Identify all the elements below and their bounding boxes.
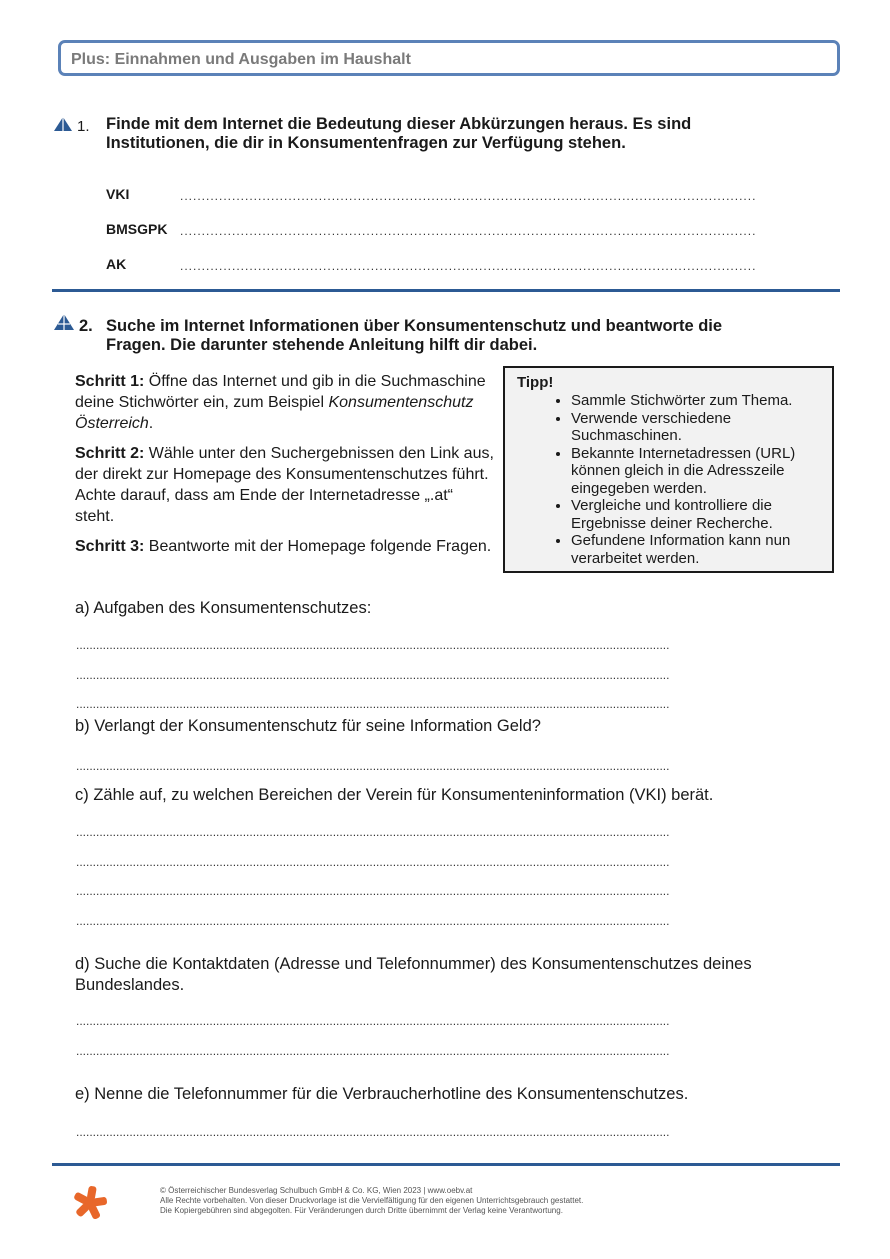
answer-line-c3: .................................................................................................................................................................................. bbox=[76, 884, 670, 898]
question-e: e) Nenne die Telefonnummer für die Verbraucherhotline des Konsumentenschutzes. bbox=[75, 1085, 689, 1103]
answer-line-c2: .................................................................................................................................................................................. bbox=[76, 855, 670, 869]
section-divider bbox=[52, 289, 840, 292]
answer-line-b1: .................................................................................................................................................................................. bbox=[76, 759, 670, 773]
answer-line-a1: .................................................................................................................................................................................. bbox=[76, 638, 670, 652]
task-1-number: 1. bbox=[77, 118, 90, 135]
tip-item: • Gefundene Information kann nun verarbeitet werden. bbox=[571, 532, 825, 567]
answer-line-bmsgpk: ..................................................................................................................................... bbox=[180, 224, 757, 238]
question-c: c) Zähle auf, zu welchen Bereichen der Verein für Konsumenteninformation (VKI) berät. bbox=[75, 786, 714, 804]
answer-line-d1: .................................................................................................................................................................................. bbox=[76, 1014, 670, 1028]
tip-item: • Bekannte Internetadressen (URL) können gleich in die Adresszeile eingegeben werden. bbox=[571, 445, 825, 498]
answer-line-c4: .................................................................................................................................................................................. bbox=[76, 914, 670, 928]
tip-title: Tipp! bbox=[517, 374, 554, 391]
difficulty-level-icon bbox=[53, 313, 75, 331]
answer-line-a3: .................................................................................................................................................................................. bbox=[76, 697, 670, 711]
step-2: Schritt 2: Wähle unter den Suchergebnissen den Link aus, der direkt zur Homepage des Konsumentenschutzes führt. Achte darauf, dass am Ende der Internetadresse „.at“ steht. bbox=[75, 445, 494, 525]
page-title: Plus: Einnahmen und Ausgaben im Haushalt bbox=[71, 51, 411, 68]
question-d: d) Suche die Kontaktdaten (Adresse und Telefonnummer) des Konsumentenschutzes deines Bundeslandes. bbox=[75, 955, 752, 994]
answer-line-c1: .................................................................................................................................................................................. bbox=[76, 825, 670, 839]
abbreviation-vki: VKI bbox=[106, 186, 130, 202]
footer-divider bbox=[52, 1163, 840, 1166]
answer-line-e1: .................................................................................................................................................................................. bbox=[76, 1125, 670, 1139]
task-2-number: 2. bbox=[79, 317, 93, 335]
step-3: Schritt 3: Beantworte mit der Homepage folgende Fragen. bbox=[75, 538, 492, 555]
header-box bbox=[58, 40, 840, 76]
question-a: a) Aufgaben des Konsumentenschutzes: bbox=[75, 599, 372, 617]
step-1: Schritt 1: Öffne das Internet und gib in die Suchmaschine deine Stichwörter ein, zum Beispiel Konsumentenschutz Österreich. bbox=[75, 373, 486, 432]
task-2-instruction: Suche im Internet Informationen über Konsumentenschutz und beantworte die Fragen. Die darunter stehende Anleitung hilft dir dabei. bbox=[106, 317, 723, 354]
answer-line-d2: .................................................................................................................................................................................. bbox=[76, 1044, 670, 1058]
answer-line-vki: ..................................................................................................................................... bbox=[180, 189, 757, 203]
answer-line-a2: .................................................................................................................................................................................. bbox=[76, 668, 670, 682]
question-b: b) Verlangt der Konsumentenschutz für seine Information Geld? bbox=[75, 717, 541, 735]
publisher-logo-icon bbox=[70, 1183, 110, 1223]
answer-line-ak: ..................................................................................................................................... bbox=[180, 259, 757, 273]
tip-item: • Sammle Stichwörter zum Thema. bbox=[571, 392, 825, 410]
abbreviation-bmsgpk: BMSGPK bbox=[106, 221, 168, 237]
tip-item: • Verwende verschiedene Suchmaschinen. bbox=[571, 410, 825, 445]
tip-list bbox=[505, 392, 825, 567]
abbreviation-ak: AK bbox=[106, 256, 127, 272]
difficulty-level-icon bbox=[53, 116, 73, 132]
tip-box bbox=[503, 366, 834, 573]
footer-copyright: © Österreichischer Bundesverlag Schulbuch GmbH & Co. KG, Wien 2023 | www.oebv.at Alle Rechte vorbehalten. Von dieser Druckvorlage ist die Vervielfältigung für den eigenen Unterrichtsgebrauch gestattet. Die Kopiergebühren sind abgegolten. Für Veränderungen durch Dritte übernimmt der Verlag keine Verantwortung. bbox=[160, 1186, 584, 1215]
task-1-instruction: Finde mit dem Internet die Bedeutung dieser Abkürzungen heraus. Es sind Institutionen, die dir in Konsumentenfragen zur Verfügung stehen. bbox=[106, 115, 692, 152]
tip-item: • Vergleiche und kontrolliere die Ergebnisse deiner Recherche. bbox=[571, 497, 825, 532]
